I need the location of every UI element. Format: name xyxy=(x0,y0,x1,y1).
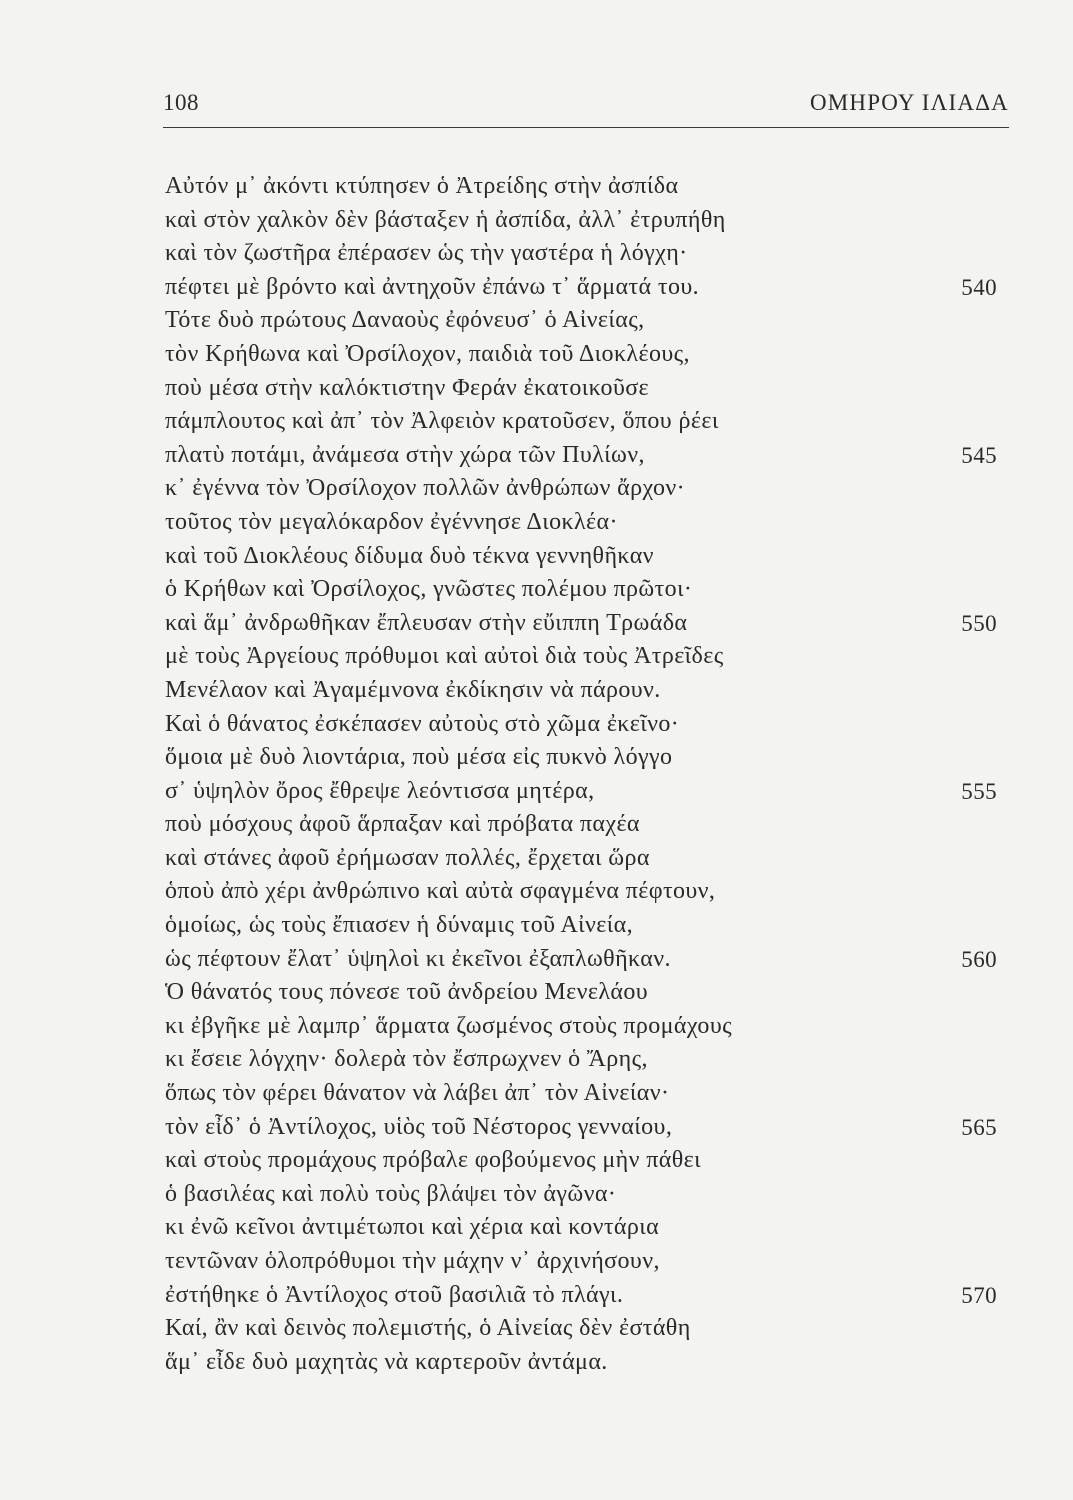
verse-line xyxy=(165,405,997,439)
poem-text xyxy=(165,170,997,1379)
verse-text: κι ἐβγῆκε μὲ λαμπρ᾿ ἅρματα ζωσμένος στοὺς προμάχους xyxy=(165,1012,733,1039)
verse-text: μὲ τοὺς Ἀργείους πρόθυμοι καὶ αὐτοὶ διὰ τοὺς Ἀτρεῖδες xyxy=(165,643,724,670)
verse-text: Καὶ ὁ θάνατος ἐσκέπασεν αὐτοὺς στὸ χῶμα ἐκεῖνο· xyxy=(165,710,680,737)
verse-text: πέφτει μὲ βρόντο καὶ ἀντηχοῦν ἐπάνω τ᾿ ἅρματά του. xyxy=(165,273,700,300)
verse-number: 565 xyxy=(961,1114,997,1140)
verse-line xyxy=(165,237,997,271)
verse-line xyxy=(165,338,997,372)
verse-number: 545 xyxy=(961,442,997,468)
verse-text: τοῦτος τὸν μεγαλόκαρδον ἐγέννησε Διοκλέα· xyxy=(165,508,618,535)
verse-line xyxy=(165,204,997,238)
verse-text: καὶ στάνες ἀφοῦ ἐρήμωσαν πολλές, ἔρχεται ὥρα xyxy=(165,844,650,871)
verse-line xyxy=(165,1245,997,1279)
verse-line xyxy=(165,271,997,305)
verse-text: καὶ στοὺς προμάχους πρόβαλε φοβούμενος μὴν πάθει xyxy=(165,1147,701,1174)
verse-text: ὁποὺ ἀπὸ χέρι ἀνθρώπινο καὶ αὐτὰ σφαγμένα πέφτουν, xyxy=(165,878,716,905)
verse-line xyxy=(165,540,997,574)
verse-text: Ὁ θάνατός τους πόνεσε τοῦ ἀνδρείου Μενελάου xyxy=(165,979,649,1006)
verse-line xyxy=(165,304,997,338)
verse-line xyxy=(165,372,997,406)
verse-text: τὸν εἶδ᾿ ὁ Ἀντίλοχος, υἱὸς τοῦ Νέστορος γενναίου, xyxy=(165,1113,673,1140)
verse-line xyxy=(165,909,997,943)
page-number: 108 xyxy=(163,90,199,115)
verse-line xyxy=(165,1211,997,1245)
header-rule xyxy=(163,127,1009,128)
verse-text: κ᾿ ἐγέννα τὸν Ὀρσίλοχον πολλῶν ἀνθρώπων ἄρχον· xyxy=(165,475,686,502)
verse-line xyxy=(165,640,997,674)
verse-text: ποὺ μόσχους ἀφοῦ ἅρπαξαν καὶ πρόβατα παχέα xyxy=(165,811,640,838)
verse-line xyxy=(165,506,997,540)
verse-number: 555 xyxy=(961,778,997,804)
verse-line xyxy=(165,976,997,1010)
verse-line xyxy=(165,1077,997,1111)
verse-text: Τότε δυὸ πρώτους Δαναοὺς ἐφόνευσ᾿ ὁ Αἰνείας, xyxy=(165,307,645,334)
verse-line xyxy=(165,1279,997,1313)
verse-text: Αὐτόν μ᾿ ἀκόντι κτύπησεν ὁ Ἀτρείδης στὴν ἀσπίδα xyxy=(165,173,679,199)
verse-text: τεντῶναν ὁλοπρόθυμοι τὴν μάχην ν᾿ ἀρχινήσουν, xyxy=(165,1248,660,1274)
verse-line xyxy=(165,1010,997,1044)
verse-line xyxy=(165,573,997,607)
verse-text: κι ἐνῶ κεῖνοι ἀντιμέτωποι καὶ χέρια καὶ κοντάρια xyxy=(165,1214,660,1241)
verse-line xyxy=(165,708,997,742)
verse-text: ὅμοια μὲ δυὸ λιοντάρια, ποὺ μέσα εἰς πυκνὸ λόγγο xyxy=(165,744,673,771)
verse-text: καὶ ἅμ᾿ ἀνδρωθῆκαν ἔπλευσαν στὴν εὔιππη Τρωάδα xyxy=(165,609,688,636)
verse-line xyxy=(165,808,997,842)
verse-text: ἅμ᾿ εἶδε δυὸ μαχητὰς νὰ καρτεροῦν ἀντάμα. xyxy=(165,1348,608,1375)
verse-text: ποὺ μέσα στὴν καλόκτιστην Φεράν ἐκατοικοῦσε xyxy=(165,374,650,401)
page-header xyxy=(163,90,1009,124)
verse-line xyxy=(165,1312,997,1346)
verse-text: ὁμοίως, ὡς τοὺς ἔπιασεν ἡ δύναμις τοῦ Αἰνεία, xyxy=(165,912,633,939)
verse-number: 560 xyxy=(961,946,997,972)
verse-line xyxy=(165,775,997,809)
verse-line xyxy=(165,741,997,775)
verse-text: ἐστήθηκε ὁ Ἀντίλοχος στοῦ βασιλιᾶ τὸ πλάγι. xyxy=(165,1281,624,1308)
verse-line xyxy=(165,472,997,506)
verse-text: κι ἔσειε λόγχην· δολερὰ τὸν ἔσπρωχνεν ὁ Ἄρης, xyxy=(165,1046,648,1073)
verse-number: 540 xyxy=(961,274,997,300)
verse-line xyxy=(165,1144,997,1178)
verse-number: 570 xyxy=(961,1282,997,1308)
verse-text: ὁ Κρήθων καὶ Ὀρσίλοχος, γνῶστες πολέμου πρῶτοι· xyxy=(165,576,693,603)
verse-text: ὅπως τὸν φέρει θάνατον νὰ λάβει ἀπ᾿ τὸν Αἰνείαν· xyxy=(165,1080,670,1107)
verse-text: πάμπλουτος καὶ ἀπ᾿ τὸν Ἀλφειὸν κρατοῦσεν, ὅπου ῥέει xyxy=(165,408,719,435)
verse-text: Μενέλαον καὶ Ἀγαμέμνονα ἐκδίκησιν νὰ πάρουν. xyxy=(165,676,661,703)
verse-text: Καί, ἂν καὶ δεινὸς πολεμιστής, ὁ Αἰνείας δὲν ἐστάθη xyxy=(165,1315,691,1342)
verse-line xyxy=(165,170,997,204)
verse-line xyxy=(165,439,997,473)
verse-line xyxy=(165,842,997,876)
verse-line xyxy=(165,1178,997,1212)
verse-line xyxy=(165,943,997,977)
verse-text: ὡς πέφτουν ἔλατ᾿ ὑψηλοὶ κι ἐκεῖνοι ἐξαπλωθῆκαν. xyxy=(165,945,671,972)
verse-line xyxy=(165,674,997,708)
verse-text: καὶ τοῦ Διοκλέους δίδυμα δυὸ τέκνα γεννηθῆκαν xyxy=(165,542,654,569)
verse-text: πλατὺ ποτάμι, ἀνάμεσα στὴν χώρα τῶν Πυλίων, xyxy=(165,441,645,468)
verse-line xyxy=(165,875,997,909)
verse-line xyxy=(165,1043,997,1077)
verse-text: καὶ στὸν χαλκὸν δὲν βάσταξεν ἡ ἀσπίδα, ἀλλ᾿ ἐτρυπήθη xyxy=(165,206,726,233)
verse-line xyxy=(165,1111,997,1145)
verse-text: τὸν Κρήθωνα καὶ Ὀρσίλοχον, παιδιὰ τοῦ Διοκλέους, xyxy=(165,340,690,367)
verse-number: 550 xyxy=(961,610,997,636)
running-title: ΟΜΗΡΟΥ ΙΛΙΑΔΑ xyxy=(809,90,1009,115)
verse-line xyxy=(165,607,997,641)
verse-text: ὁ βασιλέας καὶ πολὺ τοὺς βλάψει τὸν ἀγῶνα· xyxy=(165,1180,617,1207)
verse-text: σ᾿ ὑψηλὸν ὄρος ἔθρεψε λεόντισσα μητέρα, xyxy=(165,777,595,804)
verse-line xyxy=(165,1346,997,1380)
verse-text: καὶ τὸν ζωστῆρα ἐπέρασεν ὡς τὴν γαστέρα ἡ λόγχη· xyxy=(165,240,688,267)
